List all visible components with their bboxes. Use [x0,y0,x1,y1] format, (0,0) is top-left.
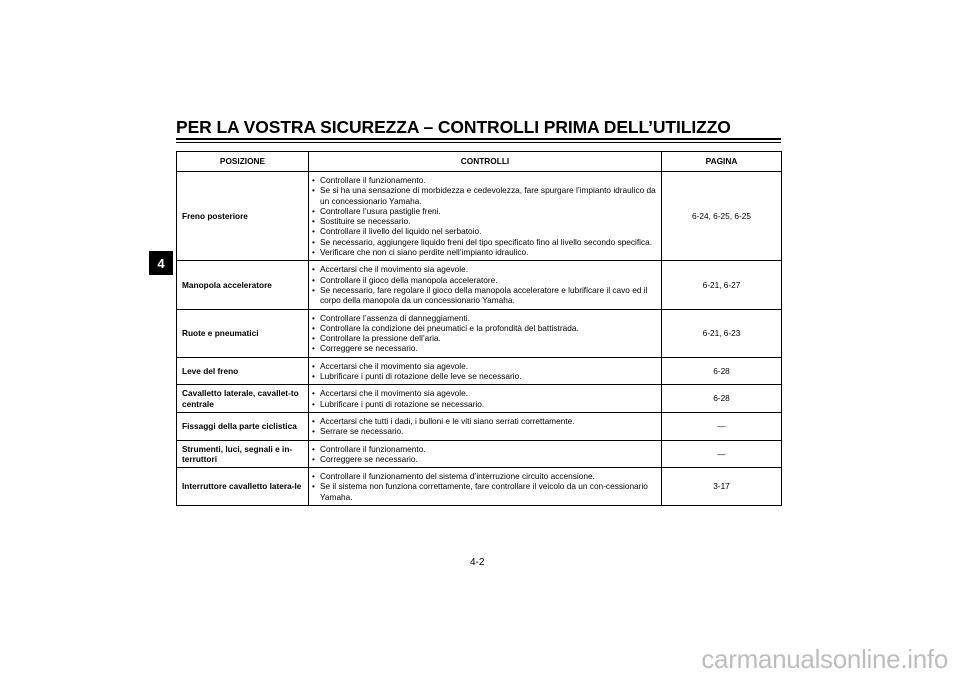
check-list [312,444,657,465]
check-item: • Correggere se necessario. [312,343,657,353]
check-item: • Accertarsi che tutti i dadi, i bulloni e le viti siano serrati correttamente. [312,416,657,426]
row-checks [309,468,662,506]
check-item: • Controllare la pressione dell’aria. [312,333,657,343]
table-row [177,261,782,309]
check-item: • Accertarsi che il movimento sia agevole. [312,361,657,371]
row-checks [309,261,662,309]
check-item: • Controllare il gioco della manopola acceleratore. [312,275,657,285]
check-item: • Accertarsi che il movimento sia agevole. [312,388,657,398]
check-item: • Controllare il livello del liquido nel serbatoio. [312,226,657,236]
table-row [177,440,782,468]
check-item: • Controllare il funzionamento. [312,175,657,185]
check-item: • Verificare che non ci siano perdite nell’impianto idraulico. [312,247,657,257]
row-checks [309,412,662,440]
table-header-row [177,152,782,172]
check-item: • Lubrificare i punti di rotazione se necessario. [312,399,657,409]
row-page-ref: — [662,412,782,440]
check-list [312,264,657,305]
row-position: Strumenti, luci, segnali e in-terruttori [177,440,309,468]
row-position: Interruttore cavalletto latera-le [177,468,309,506]
table-row [177,309,782,357]
page-number: 4-2 [470,557,485,568]
check-item: • Se si ha una sensazione di morbidezza e cedevolezza, fare spurgare l’impianto idraulico da un concessionario Yamaha. [312,185,657,206]
check-list [312,313,657,354]
column-header-page: PAGINA [662,152,782,172]
table-row [177,357,782,385]
column-header-position: POSIZIONE [177,152,309,172]
title-rule-thick [176,138,781,140]
row-position: Manopola acceleratore [177,261,309,309]
row-page-ref: 6-28 [662,357,782,385]
watermark: carmanualsonline.info [701,644,948,674]
title-rule-thin [176,142,781,143]
row-position: Ruote e pneumatici [177,309,309,357]
table-row [177,172,782,261]
row-position: Fissaggi della parte ciclistica [177,412,309,440]
check-item: • Se necessario, aggiungere liquido freni del tipo specificato fino al livello secondo specifica. [312,237,657,247]
row-position: Leve del freno [177,357,309,385]
row-page-ref: 6-21, 6-27 [662,261,782,309]
check-list [312,471,657,502]
row-position: Cavalletto laterale, cavallet-to centrale [177,385,309,413]
row-page-ref: 3-17 [662,468,782,506]
row-page-ref: 6-28 [662,385,782,413]
row-position: Freno posteriore [177,172,309,261]
check-item: • Controllare la condizione dei pneumatici e la profondità del battistrada. [312,323,657,333]
row-page-ref: 6-24, 6-25, 6-25 [662,172,782,261]
check-item: • Se necessario, fare regolare il gioco della manopola acceleratore e lubrificare il cavo ed il corpo della manopola da un concessionario Yamaha. [312,285,657,306]
row-page-ref: 6-21, 6-23 [662,309,782,357]
check-item: • Controllare il funzionamento del sistema d’interruzione circuito accensione. [312,471,657,481]
pre-ride-check-table [176,151,782,506]
check-item: • Serrare se necessario. [312,426,657,436]
check-list [312,388,657,409]
page-title: PER LA VOSTRA SICUREZZA – CONTROLLI PRIMA DELL’UTILIZZO [176,117,731,137]
check-item: • Controllare l’assenza di danneggiamenti. [312,313,657,323]
row-checks [309,385,662,413]
check-item: • Lubrificare i punti di rotazione delle leve se necessario. [312,371,657,381]
table-row [177,385,782,413]
check-item: • Controllare l’usura pastiglie freni. [312,206,657,216]
check-list [312,361,657,382]
check-item: • Se il sistema non funziona correttamente, fare controllare il veicolo da un con-cessionario Yamaha. [312,481,657,502]
row-page-ref: — [662,440,782,468]
table-row [177,412,782,440]
check-item: • Accertarsi che il movimento sia agevole. [312,264,657,274]
column-header-checks: CONTROLLI [309,152,662,172]
check-list [312,416,657,437]
table-row [177,468,782,506]
check-list [312,175,657,257]
chapter-tab: 4 [149,251,173,275]
row-checks [309,357,662,385]
row-checks [309,440,662,468]
check-item: • Sostituire se necessario. [312,216,657,226]
check-item: • Controllare il funzionamento. [312,444,657,454]
row-checks [309,309,662,357]
row-checks [309,172,662,261]
check-item: • Correggere se necessario. [312,454,657,464]
